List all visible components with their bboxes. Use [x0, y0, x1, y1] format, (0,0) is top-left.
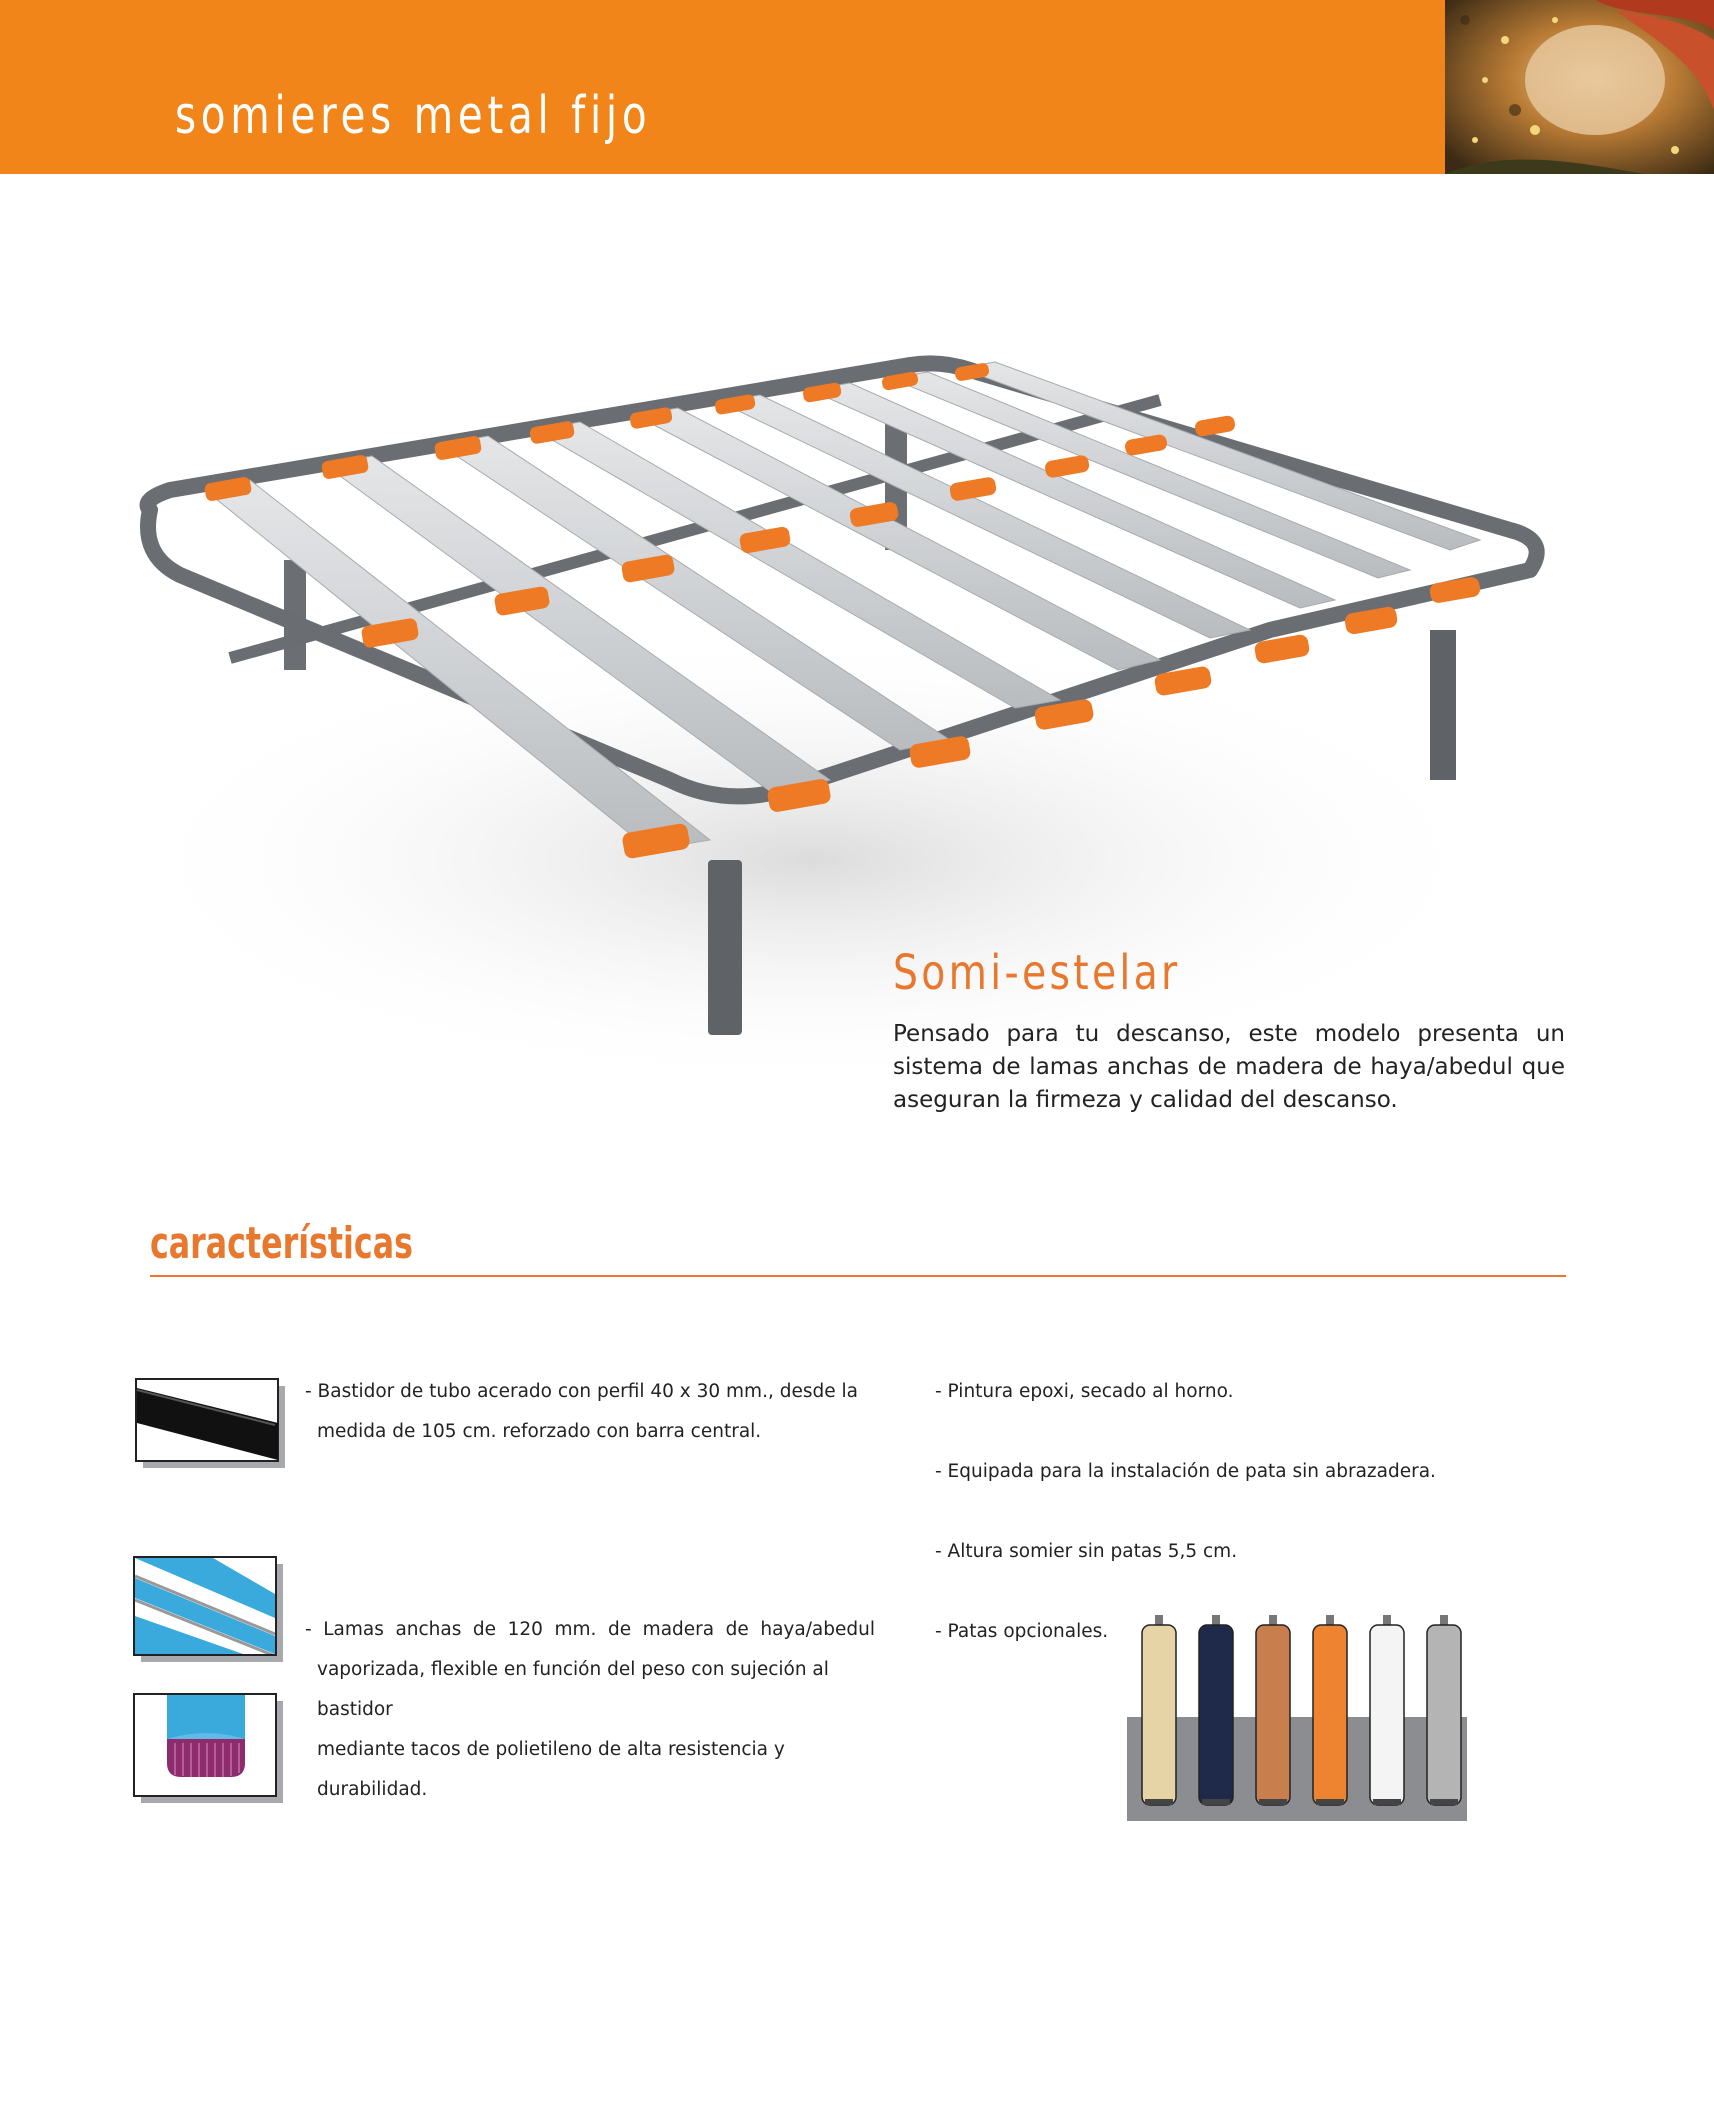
- product-description: Pensado para tu descanso, este modelo presenta un sistema de lamas anchas de madera de haya/abedul que aseguran la firmeza y calidad del descanso.: [893, 1021, 1565, 1113]
- feature-legs-text: - Patas opcionales.: [935, 1621, 1109, 1642]
- feature-frame-text: [305, 1372, 865, 1452]
- feature-line: - Bastidor de tubo acerado con perfil 40 x 30 mm., desde la: [305, 1381, 858, 1402]
- optional-legs-image: [1120, 1615, 1470, 1825]
- feature-paint-text: - Pintura epoxi, secado al horno.: [935, 1381, 1234, 1402]
- feature-slats-text: [305, 1610, 875, 1810]
- features-title: características: [150, 1218, 413, 1269]
- tube-profile-icon: [135, 1378, 287, 1475]
- leg-swatch: [1256, 1615, 1290, 1805]
- feature-leg-install-text: - Equipada para la instalación de pata sin abrazadera.: [935, 1461, 1436, 1482]
- leg-swatch: [1199, 1615, 1233, 1805]
- bed-base-photo: [110, 340, 1590, 1080]
- feature-line: mediante tacos de polietileno de alta resistencia y durabilidad.: [317, 1739, 785, 1800]
- header-bar: [0, 0, 1714, 174]
- feature-line: vaporizada, flexible en función del peso con sujeción al bastidor: [317, 1659, 829, 1720]
- feature-height-text: - Altura somier sin patas 5,5 cm.: [935, 1541, 1238, 1562]
- product-name: Somi-estelar: [893, 945, 1181, 1001]
- leg-swatch: [1370, 1615, 1404, 1805]
- header-artwork-image: [1445, 0, 1714, 174]
- slat-holder-icon: [133, 1693, 285, 1810]
- leg-swatch: [1142, 1615, 1176, 1805]
- wide-slats-icon: [133, 1556, 285, 1669]
- page-title: somieres metal fijo: [175, 86, 652, 146]
- section-divider: [150, 1275, 1566, 1277]
- leg-swatch: [1313, 1615, 1347, 1805]
- feature-line: - Lamas anchas de 120 mm. de madera de haya/abedul: [305, 1619, 875, 1640]
- feature-line: medida de 105 cm. reforzado con barra central.: [317, 1421, 762, 1442]
- leg-swatch: [1427, 1615, 1461, 1805]
